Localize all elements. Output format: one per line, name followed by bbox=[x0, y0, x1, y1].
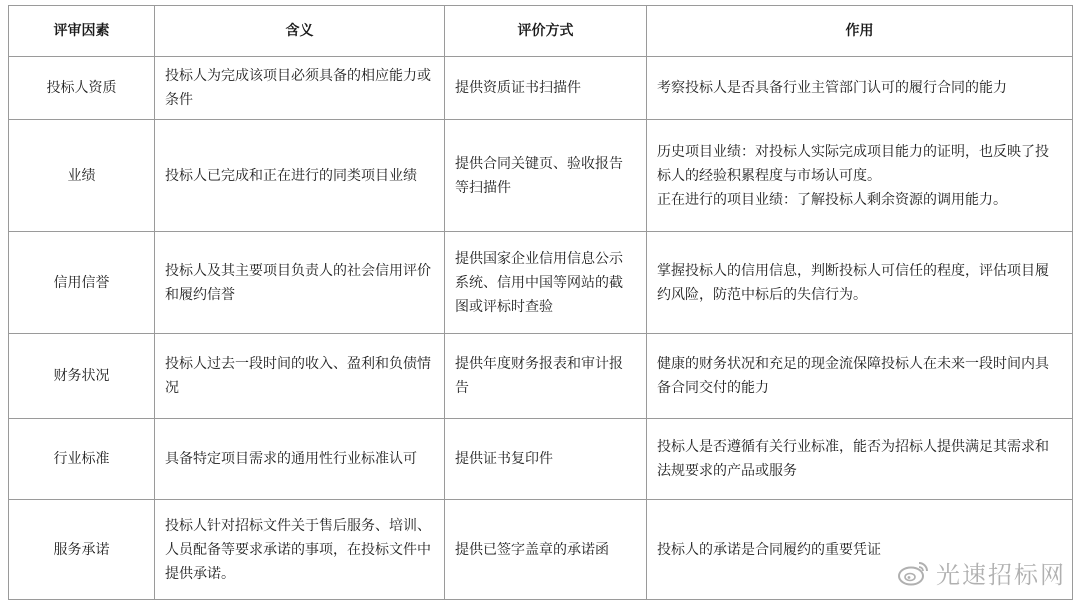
factor-cell: 财务状况 bbox=[9, 334, 155, 419]
table-row bbox=[9, 334, 1073, 419]
effect-text: 健康的财务状况和充足的现金流保障投标人在未来一段时间内具备合同交付的能力 bbox=[657, 356, 1049, 396]
header-meaning: 含义 bbox=[155, 6, 445, 57]
method-cell: 提供证书复印件 bbox=[445, 419, 647, 500]
effect-text: 投标人是否遵循有关行业标准，能否为招标人提供满足其需求和法规要求的产品或服务 bbox=[657, 439, 1049, 479]
weibo-logo-icon bbox=[898, 560, 930, 586]
table-row bbox=[9, 57, 1073, 120]
meaning-cell: 投标人及其主要项目负责人的社会信用评价和履约信誉 bbox=[155, 232, 445, 334]
factor-cell: 信用信誉 bbox=[9, 232, 155, 334]
effect-cell bbox=[647, 334, 1073, 419]
effect-text: 历史项目业绩：对投标人实际完成项目能力的证明，也反映了投标人的经验积累程度与市场认可度。 bbox=[657, 143, 1049, 184]
header-method: 评价方式 bbox=[445, 6, 647, 57]
method-cell: 提供合同关键页、验收报告等扫描件 bbox=[445, 120, 647, 232]
header-factor: 评审因素 bbox=[9, 6, 155, 57]
factor-cell: 服务承诺 bbox=[9, 500, 155, 600]
meaning-cell: 投标人已完成和正在进行的同类项目业绩 bbox=[155, 120, 445, 232]
table-row bbox=[9, 232, 1073, 334]
effect-text: 考察投标人是否具备行业主管部门认可的履行合同的能力 bbox=[657, 80, 1007, 96]
effect-cell bbox=[647, 419, 1073, 500]
watermark-text: 光速招标网 bbox=[936, 561, 1066, 589]
factor-cell: 投标人资质 bbox=[9, 57, 155, 120]
method-cell: 提供已签字盖章的承诺函 bbox=[445, 500, 647, 600]
evaluation-table bbox=[8, 5, 1073, 600]
watermark bbox=[898, 555, 1066, 590]
effect-cell bbox=[647, 57, 1073, 120]
factor-cell: 行业标准 bbox=[9, 419, 155, 500]
meaning-cell: 投标人过去一段时间的收入、盈利和负债情况 bbox=[155, 334, 445, 419]
meaning-cell: 投标人针对招标文件关于售后服务、培训、人员配备等要求承诺的事项，在投标文件中提供承诺。 bbox=[155, 500, 445, 600]
effect-text: 投标人的承诺是合同履约的重要凭证 bbox=[657, 541, 881, 558]
factor-cell: 业绩 bbox=[9, 120, 155, 232]
meaning-cell: 投标人为完成该项目必须具备的相应能力或条件 bbox=[155, 57, 445, 120]
method-cell: 提供国家企业信用信息公示系统、信用中国等网站的截图或评标时查验 bbox=[445, 232, 647, 334]
method-cell: 提供年度财务报表和审计报告 bbox=[445, 334, 647, 419]
header-effect: 作用 bbox=[647, 6, 1073, 57]
method-cell: 提供资质证书扫描件 bbox=[445, 57, 647, 120]
table-row bbox=[9, 419, 1073, 500]
meaning-cell: 具备特定项目需求的通用性行业标准认可 bbox=[155, 419, 445, 500]
effect-cell bbox=[647, 232, 1073, 334]
effect-cell bbox=[647, 120, 1073, 232]
effect-text: 掌握投标人的信用信息，判断投标人可信任的程度，评估项目履约风险，防范中标后的失信行为。 bbox=[657, 262, 1049, 303]
table-header-row bbox=[9, 6, 1073, 57]
table-row bbox=[9, 120, 1073, 232]
effect-text: 正在进行的项目业绩：了解投标人剩余资源的调用能力。 bbox=[657, 191, 1007, 208]
